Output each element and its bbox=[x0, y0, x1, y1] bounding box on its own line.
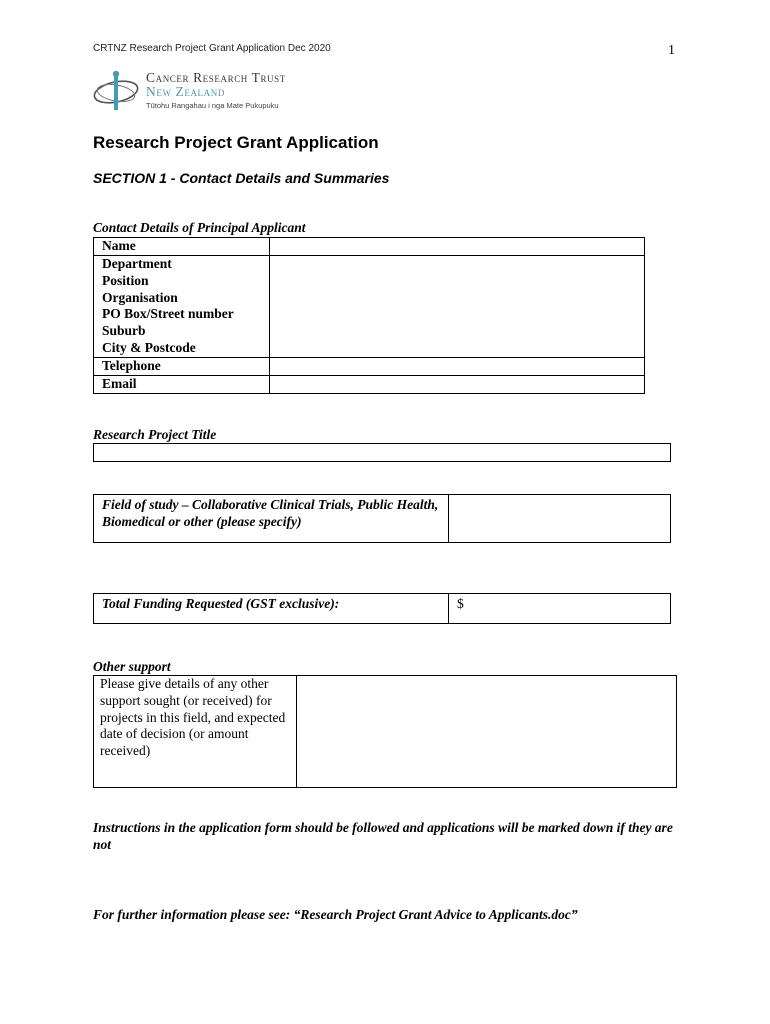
other-support-table bbox=[93, 675, 677, 788]
project-title-field[interactable] bbox=[94, 444, 671, 462]
field-of-study-label: Field of study – Collaborative Clinical Trials, Public Health, Biomedical or other (please specify) bbox=[94, 495, 449, 543]
suburb-label: Suburb bbox=[102, 323, 146, 339]
funding-table bbox=[93, 593, 671, 624]
currency-symbol: $ bbox=[457, 596, 464, 611]
contact-details-table bbox=[93, 237, 645, 394]
other-support-prompt: Please give details of any other support sought (or received) for projects in this field, and expected date of decision (or amount received) bbox=[94, 676, 297, 788]
field-of-study-field[interactable] bbox=[449, 495, 671, 543]
logo-region: New Zealand bbox=[146, 84, 225, 99]
email-label: Email bbox=[94, 375, 270, 393]
other-support-label: Other support bbox=[93, 659, 171, 674]
funding-label: Total Funding Requested (GST exclusive): bbox=[94, 594, 449, 624]
document-title: Research Project Grant Application bbox=[93, 133, 379, 152]
section-heading: SECTION 1 - Contact Details and Summaries bbox=[93, 170, 390, 186]
address-field[interactable] bbox=[270, 256, 645, 358]
logo-tagline: Tūtohu Rangahau i nga Mate Pukupuku bbox=[146, 101, 279, 110]
instructions-note: Instructions in the application form should be followed and applications will be marked down if they are not bbox=[93, 820, 673, 852]
city-postcode-label: City & Postcode bbox=[102, 339, 196, 355]
department-label: Department bbox=[102, 256, 172, 271]
street-label: PO Box/Street number bbox=[102, 306, 234, 322]
field-of-study-table bbox=[93, 494, 671, 543]
further-info-note: For further information please see: “Research Project Grant Advice to Applicants.doc” bbox=[93, 907, 578, 922]
project-title-label: Research Project Title bbox=[93, 427, 217, 442]
position-label: Position bbox=[102, 272, 149, 288]
telephone-field[interactable] bbox=[270, 357, 645, 375]
name-label: Name bbox=[94, 238, 270, 256]
running-header: CRTNZ Research Project Grant Application Dec 2020 bbox=[93, 43, 331, 54]
page-number: 1 bbox=[668, 43, 675, 58]
logo-name: Cancer Research Trust bbox=[146, 70, 286, 85]
address-labels bbox=[94, 256, 270, 358]
email-field[interactable] bbox=[270, 375, 645, 393]
project-title-table bbox=[93, 443, 671, 462]
name-field[interactable] bbox=[270, 238, 645, 256]
other-support-field[interactable] bbox=[297, 676, 677, 788]
contact-details-label: Contact Details of Principal Applicant bbox=[93, 220, 306, 235]
telephone-label: Telephone bbox=[94, 357, 270, 375]
organisation-label: Organisation bbox=[102, 289, 178, 305]
funding-amount-field[interactable] bbox=[449, 594, 671, 624]
